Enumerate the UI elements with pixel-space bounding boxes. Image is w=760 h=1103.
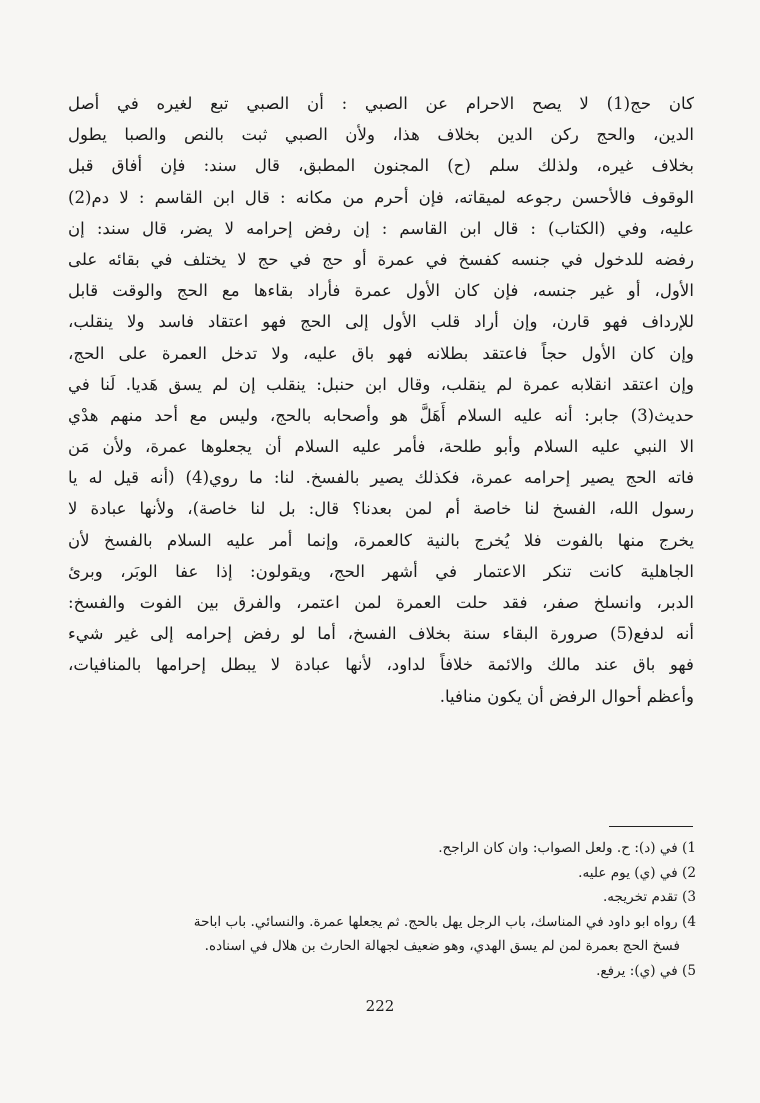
text-line: بخلاف غيره، ولذلك سلم (ح) المجنون المطبق، قال سند: فإن أفاق قبل xyxy=(68,156,694,176)
text-line: كان حج(1) لا يصح الاحرام عن الصبي : أن الصبي تبع لغيره في أصل xyxy=(68,94,694,113)
text-line: الوقوف فالأحسن رجوعه لميقاته، فإن أحرم من مكانه : قال ابن القاسم : لا دم(2) xyxy=(68,187,694,207)
text-line: عليه، وفي (الكتاب) : قال ابن القاسم : إن رفض إحرامه لا يضر، قال سند: إن xyxy=(68,218,694,238)
text-line: فاته الحج يصير إحرامه عمرة، فكذلك يصير بالفسخ. لنا: ما روي(4) (أنه قيل له يا xyxy=(68,468,694,488)
main-text xyxy=(68,88,694,712)
footnote-3: 3) تقدم تخريجه. xyxy=(602,889,696,906)
footnote-4: 4) رواه ابو داود في المناسك، باب الرجل يهل بالحج. ثم يجعلها عمرة. والنسائي. باب اباحة xyxy=(193,913,696,930)
text-line: الأول، أو غير جنسه، فإن كان الأول عمرة فأراد بقاءها مع الحج والوقت قابل xyxy=(68,281,694,301)
text-line: للإرداف فهو قارن، وإن أراد قلب الأول إلى الحج فهو اعتقاد فاسد ولا ينقلب، xyxy=(68,312,694,332)
footnote-2: 2) في (ي) يوم عليه. xyxy=(578,864,696,881)
text-line: الجاهلية كانت تنكر الاعتمار في أشهر الحج، ويقولون: إذا عفا الوبَر، وبرئ xyxy=(68,561,694,581)
text-line: وإن اعتقد انقلابه عمرة لم ينقلب، وقال ابن حنبل: ينقلب إن لم يسق هَديا. لَنا في xyxy=(68,374,694,394)
footnotes xyxy=(76,836,696,984)
text-line: وإن كان الأول حجاً فاعتقد بطلانه فهو باق عليه، ولا تدخل العمرة على الحج، xyxy=(68,343,694,363)
text-line: فهو باق عند مالك والائمة خلافاً لداود، لأنها عبادة لا يبطل إحرامها بالمنافيات، xyxy=(68,655,694,675)
text-line-last: وأعظم أحوال الرفض أن يكون منافيا. xyxy=(439,686,694,706)
text-line: رفضه للدخول في جنسه كفسخ في عمرة أو حج في حج لا يختلف في بقائه على xyxy=(68,249,694,269)
footnote-1: 1) في (د): ح. ولعل الصواب: وان كان الراجح. xyxy=(438,840,696,856)
text-line: رسول الله، الفسخ لنا خاصة أم لمن بعدنا؟ قال: بل لنا خاصة)، ولأنها عبادة لا xyxy=(68,499,694,519)
text-line: الدبر، وانسلخ صفر، فقد حلت العمرة لمن اعتمر، والفرق بين الفوت والفسخ: xyxy=(68,593,694,612)
footnote-separator xyxy=(609,826,693,827)
text-line: الا النبي عليه السلام وأبو طلحة، فأمر عليه السلام أن يجعلوها عمرة، ولأن مَن xyxy=(68,437,694,457)
text-line: حديث(3) جابر: أنه عليه السلام أَهَلَّ هو وأصحابه بالحج، وليس مع أحد منهم هدْي xyxy=(68,405,694,425)
text-line: يخرج منها بالفوت فلا يُخرج بالنية كالعمرة، وإنما أمر عليه السلام بالفسخ لأن xyxy=(68,530,694,550)
text-line: أنه لدفع(5) صرورة البقاء سنة بخلاف الفسخ، أما لو رفض إحرامه إلى غير شيء xyxy=(68,624,694,644)
footnote-5: 5) في (ي): يرفع. xyxy=(596,962,696,979)
text-line: الدين، والحج ركن الدين بخلاف هذا، ولأن الصبي ثبت بالنص والصبا يطول xyxy=(68,125,694,145)
footnote-4-continued: فسخ الحج بعمرة لمن لم يسق الهدي، وهو ضعيف لجهالة الحارث بن هلال في اسناده. xyxy=(204,938,680,955)
page-number: 222 xyxy=(365,997,395,1015)
